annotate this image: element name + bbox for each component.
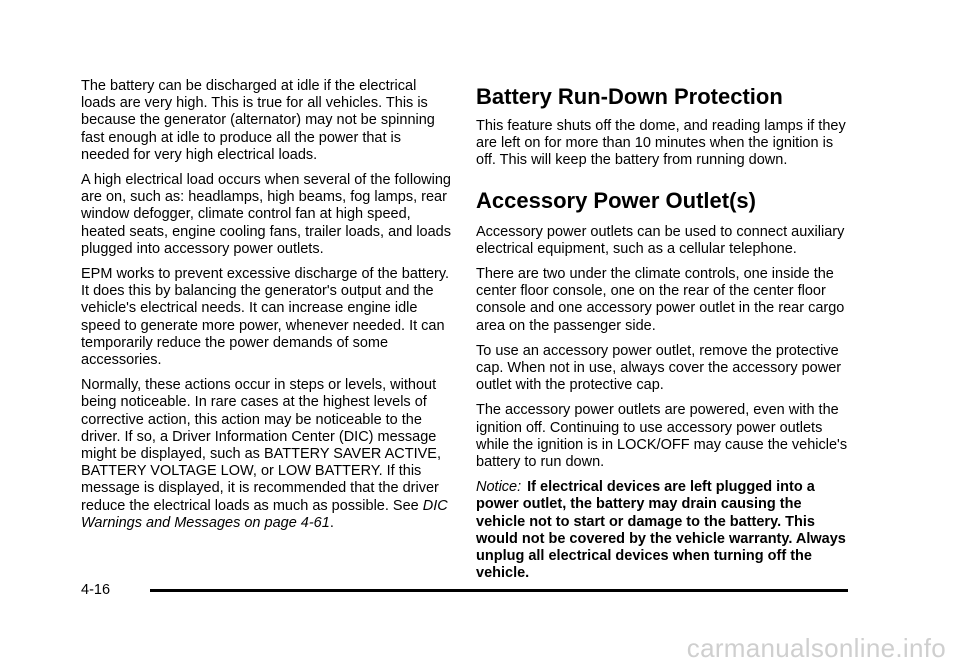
cross-reference-link[interactable]: DIC Warnings and Messages on page 4-61 bbox=[81, 497, 448, 531]
paragraph-high-electrical-load: A high electrical load occurs when several of the following are on, such as: headlamps, high beams, fog lamps, rear window defogger, climate control fan at high speed, heated seats, engine cooling fans, trailer loads, and loads plugged into accessory power outlets. bbox=[81, 172, 451, 257]
paragraph-outlet-usage: To use an accessory power outlet, remove the protective cap. When not in use, always cover the accessory power outlet with the protective cap. bbox=[476, 342, 842, 394]
paragraph-run-down-protection: This feature shuts off the dome, and reading lamps if they are left on for more than 10 minutes when the ignition is off. This will keep the battery from running down. bbox=[476, 118, 846, 169]
paragraph-corrective-action bbox=[81, 377, 453, 532]
notice-text: If electrical devices are left plugged into a power outlet, the battery may drain causing the vehicle not to start or damage to the battery. This would not be covered by the vehicle warranty. Always unplug all electrical devices when turning off the vehicle. bbox=[476, 479, 846, 582]
footer-rule bbox=[150, 589, 848, 592]
paragraph-outlet-locations: There are two under the climate controls, one inside the center floor console, one on the rear of the center floor console and one accessory power outlet in the rear cargo area on the passenger side. bbox=[476, 266, 845, 334]
left-column bbox=[81, 78, 453, 540]
paragraph-battery-discharge: The battery can be discharged at idle if the electrical loads are very high. This is true for all vehicles. This is because the generator (alternator) may not be spinning fast enough at idle to produce all the power that is needed for very high electrical loads. bbox=[81, 78, 435, 163]
paragraph-end-period: . bbox=[329, 514, 334, 531]
heading-accessory-power-outlets: Accessory Power Outlet(s) bbox=[476, 187, 756, 213]
paragraph-outlet-power: The accessory power outlets are powered, even with the ignition off. Continuing to use accessory power outlets while the ignition is in LOCK/OFF may cause the vehicle's battery to run down. bbox=[476, 402, 848, 471]
paragraph-epm: EPM works to prevent excessive discharge of the battery. It does this by balancing the generator's output and the vehicle's electrical needs. It can increase engine idle speed to generate more power, whenever needed. It can temporarily reduce the power demands of some accessories. bbox=[81, 266, 450, 369]
paragraph-outlets-intro: Accessory power outlets can be used to connect auxiliary electrical equipment, such as a cellular telephone. bbox=[476, 223, 845, 257]
heading-battery-run-down-protection: Battery Run-Down Protection bbox=[476, 84, 783, 109]
page-number: 4-16 bbox=[81, 582, 111, 598]
notice-block bbox=[476, 479, 851, 582]
watermark: carmanualsonline.info bbox=[686, 633, 946, 663]
right-column bbox=[476, 78, 851, 590]
notice-label: Notice: bbox=[476, 479, 522, 496]
paragraph-corrective-action-text: Normally, these actions occur in steps or levels, without being noticeable. In rare cases at the highest levels of corrective action, this action may be noticeable to the driver. If so, a Driver Information Center (DIC) message might be displayed, such as BATTERY SAVER ACTIVE, BATTERY VOLTAGE LOW, or LOW BATTERY. If this message is displayed, it is recommended that the driver reduce the electrical loads as much as possible. See bbox=[81, 377, 441, 514]
